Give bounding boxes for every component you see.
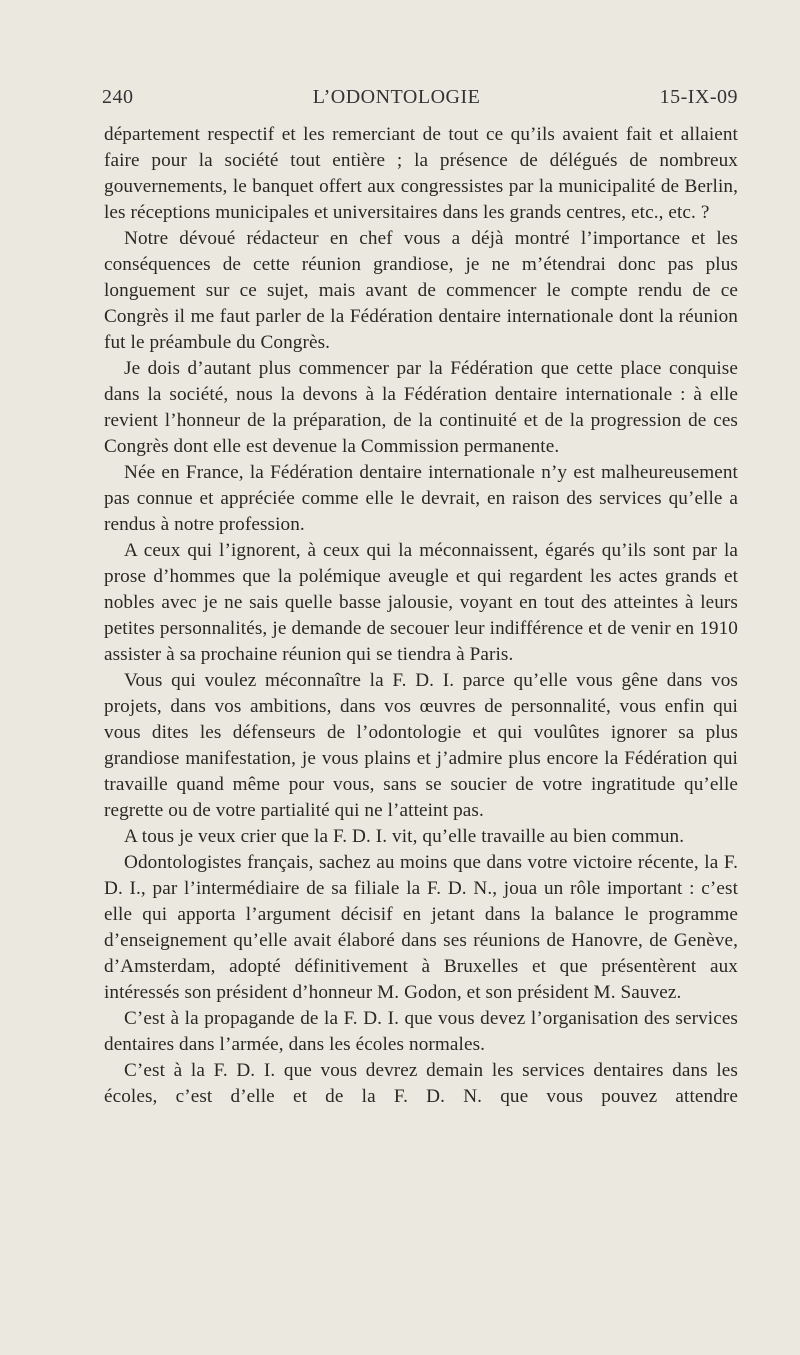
issue-date: 15-IX-09	[659, 86, 738, 108]
journal-title: L’ODONTOLOGIE	[312, 86, 481, 108]
page-number: 240	[102, 86, 134, 108]
body-text	[104, 122, 738, 1110]
paragraph: A tous je veux crier que la F. D. I. vit, qu’elle travaille au bien commun.	[124, 826, 685, 847]
paragraph: Vous qui voulez méconnaître la F. D. I. parce qu’elle vous gêne dans vos projets, dans vos ambitions, dans vos œuvres de personnalité, vous enfin qui vous dites les défenseurs de l’odontologie et qui voulûtes ignorer sa plus grandiose manifestation, je vous plains et j’admire plus encore la Fédération qui travaille quand même pour vous, sans se soucier de votre ingratitude qu’elle regrette ou de votre partialité qui ne l’atteint pas.	[104, 670, 738, 821]
paragraph: Odontologistes français, sachez au moins que dans votre victoire récente, la F. D. I., par l’intermédiaire de sa filiale la F. D. N., joua un rôle important : c’est elle qui apporta l’argument décisif en jetant dans la balance le programme d’enseignement qu’elle avait élaboré dans ses réunions de Hanovre, de Genève, d’Amsterdam, adopté définitivement à Bruxelles et que présentèrent aux intéressés son président d’honneur M. Godon, et son président M. Sauvez.	[104, 852, 738, 1003]
paragraph: C’est à la F. D. I. que vous devrez demain les services dentaires dans les écoles, c’est d’elle et de la F. D. N. que vous pouvez attendre	[104, 1060, 738, 1107]
paragraph: Notre dévoué rédacteur en chef vous a déjà montré l’importance et les conséquences de cette réunion grandiose, je ne m’étendrai donc pas plus longuement sur ce sujet, mais avant de commencer le compte rendu de ce Congrès il me faut parler de la Fédération dentaire internationale dont la réunion fut le préambule du Congrès.	[104, 228, 738, 353]
paragraph: Née en France, la Fédération dentaire internationale n’y est malheureusement pas connue et appréciée comme elle le devrait, en raison des services qu’elle a rendus à notre profession.	[104, 462, 738, 535]
running-header	[102, 86, 738, 109]
paragraph: A ceux qui l’ignorent, à ceux qui la méconnaissent, égarés qu’ils sont par la prose d’hommes que la polémique aveugle et qui regardent les actes grands et nobles avec je ne sais quelle basse jalousie, voyant en tout des atteintes à leurs petites personnalités, je demande de secouer leur indifférence et de venir en 1910 assister à sa prochaine réunion qui se tiendra à Paris.	[104, 540, 738, 665]
paragraph: Je dois d’autant plus commencer par la Fédération que cette place conquise dans la société, nous la devons à la Fédération dentaire internationale : à elle revient l’honneur de la préparation, de la continuité et de la progression de ces Congrès dont elle est devenue la Commission permanente.	[104, 358, 738, 457]
paragraph: département respectif et les remerciant de tout ce qu’ils avaient fait et allaient faire pour la société tout entière ; la présence de délégués de nombreux gouvernements, le banquet offert aux congressistes par la municipalité de Berlin, les réceptions municipales et universitaires dans les grands centres, etc., etc. ?	[104, 124, 738, 223]
paragraph: C’est à la propagande de la F. D. I. que vous devez l’organisation des services dentaires dans l’armée, dans les écoles normales.	[104, 1008, 738, 1055]
